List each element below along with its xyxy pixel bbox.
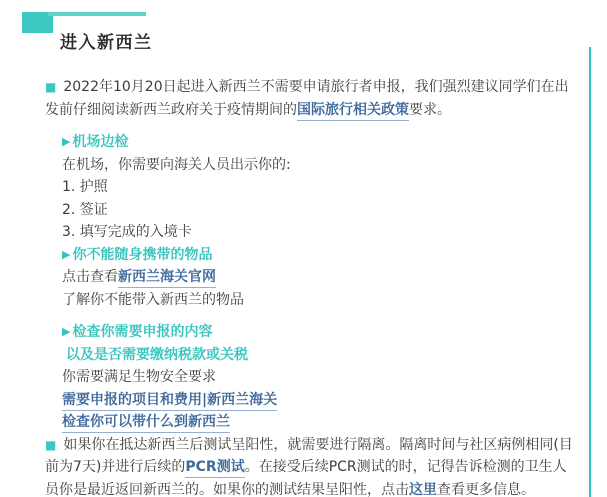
page-content <box>0 76 607 497</box>
list-item-visa: 2. 签证 <box>62 201 108 218</box>
section-heading-declare-line2: 以及是否需要缴纳税款或关税 <box>66 346 248 363</box>
teal-horizontal-line-decoration <box>48 12 146 16</box>
section-prohibited-items <box>62 244 575 312</box>
square-bullet-icon: ■ <box>45 437 57 452</box>
airport-lead-text: 在机场，你需要向海关人员出示你的: <box>62 156 291 173</box>
declare-lead-text: 你需要满足生物安全要求 <box>62 369 216 385</box>
intro-text-post: 要求。 <box>409 101 451 118</box>
page-header <box>0 0 607 58</box>
declare-items-fees-link[interactable]: 需要申报的项目和费用|新西兰海关 <box>62 392 277 411</box>
outro-paragraph <box>45 434 575 497</box>
travel-policy-link[interactable]: 国际旅行相关政策 <box>297 102 409 121</box>
section-heading-prohibited-label: 你不能随身携带的物品 <box>72 246 213 263</box>
square-bullet-icon: ■ <box>45 80 57 94</box>
intro-paragraph <box>45 76 575 121</box>
prohibited-line2: 了解你不能带入新西兰的物品 <box>62 291 244 308</box>
section-heading-prohibited <box>62 244 575 267</box>
page-title: 进入新西兰 <box>60 33 153 53</box>
outro-seg2: 。在接受后续PCR测试的时，记得告诉检测的卫生人员你是最近返回新西兰的。如果你的测试结果呈阳性，点击 <box>45 459 567 497</box>
list-item-passport: 1. 护照 <box>62 179 108 195</box>
more-info-here-link[interactable]: 这里 <box>409 482 437 497</box>
arrow-icon: ▶ <box>62 325 71 338</box>
section-heading-airport-label: 机场边检 <box>72 134 129 150</box>
section-heading-declare-line1: 检查你需要申报的内容 <box>72 324 213 340</box>
prohibited-line1-pre: 点击查看 <box>62 269 118 285</box>
declare-link1-row <box>62 389 575 412</box>
outro-seg1: 如果你在抵达新西兰后测试呈阳性，就需要进行隔离。隔离时间与社区病例相同(目前为7天)并进行后续的 <box>45 436 573 475</box>
section-declaration-check <box>62 321 575 434</box>
what-you-can-bring-link[interactable]: 检查你可以带什么到新西兰 <box>62 414 230 433</box>
nz-customs-website-link[interactable]: 新西兰海关官网 <box>118 269 216 288</box>
outro-seg3: 查看更多信息。 <box>437 481 535 497</box>
prohibited-line1 <box>62 266 575 289</box>
right-accent-line <box>589 47 591 497</box>
section-heading-declare <box>62 321 575 366</box>
section-heading-airport <box>62 131 575 154</box>
intro-text-pre: 2022年10月20日起进入新西兰不需要申请旅行者申报，我们强烈建议同学们在出发前仔细阅读新西兰政府关于疫情期间的 <box>45 79 569 118</box>
section-airport-border-check <box>62 131 575 244</box>
list-item-arrival-card: 3. 填写完成的入境卡 <box>62 224 192 240</box>
pcr-test-link[interactable]: PCR测试 <box>185 459 244 478</box>
arrow-icon: ▶ <box>62 247 71 261</box>
declare-link2-row <box>62 411 575 434</box>
arrow-icon: ▶ <box>62 135 71 148</box>
